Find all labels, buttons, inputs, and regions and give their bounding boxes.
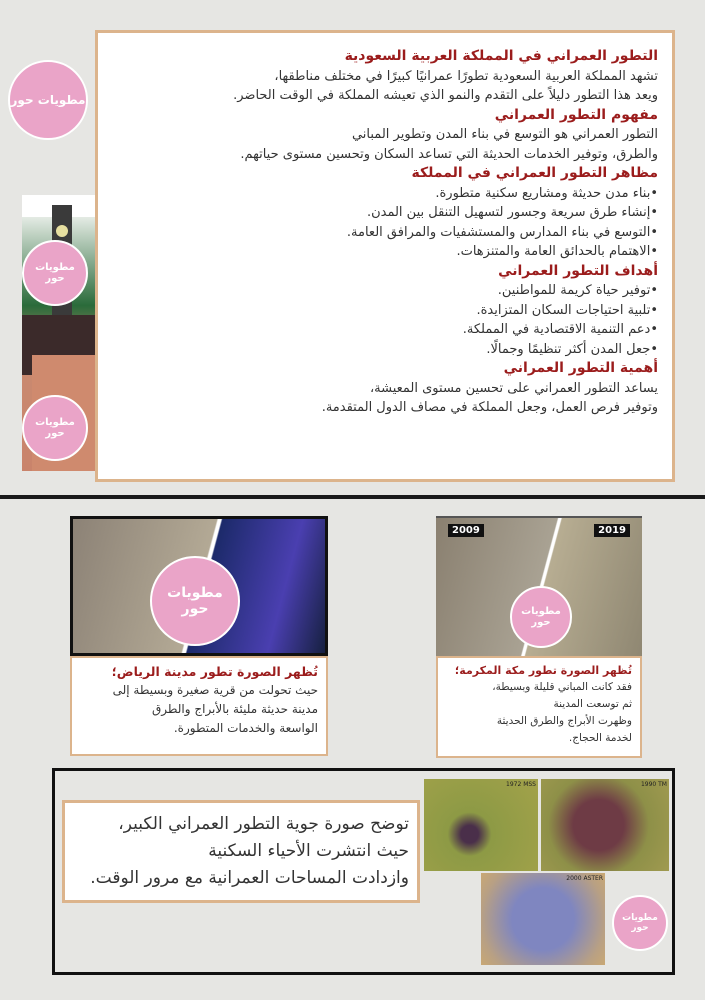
makkah-card-line: لخدمة الحجاج. xyxy=(568,732,632,744)
aerial-text-box xyxy=(62,800,420,903)
riyadh-card xyxy=(70,656,328,756)
intro-line: ويعد هذا التطور دليلاً على التقدم والنمو الذي تعيشه المملكة في الوقت الحاضر. xyxy=(233,88,658,103)
aspect-item: •الاهتمام بالحدائق العامة والمتنزهات. xyxy=(456,244,658,259)
concept-heading: مفهوم التطور العمراني xyxy=(494,106,658,123)
watermark-logo: مطويات حور xyxy=(612,895,668,951)
makkah-card-line: فقد كانت المباني قليلة وبسيطة، xyxy=(492,681,632,693)
concept-line: التطور العمراني هو التوسع في بناء المدن وتطوير المباني xyxy=(351,127,658,142)
watermark-logo: مطويات حور xyxy=(8,60,88,140)
satellite-image-1972: 1972 MSS xyxy=(424,779,538,871)
goal-item: •دعم التنمية الاقتصادية في المملكة. xyxy=(462,322,658,337)
watermark-logo: مطويات حور xyxy=(22,240,88,306)
importance-line: يساعد التطور العمراني على تحسين مستوى المعيشة، xyxy=(369,380,658,396)
clock-icon xyxy=(56,225,68,237)
goal-item: •جعل المدن أكثر تنظيمًا وجمالًا. xyxy=(486,341,658,357)
importance-line: وتوفير فرص العمل، وجعل المملكة في مصاف الدول المتقدمة. xyxy=(321,400,658,415)
aspect-item: •إنشاء طرق سريعة وجسور لتسهيل التنقل بين المدن. xyxy=(366,205,658,220)
riyadh-card-line: حيث تحولت من قرية صغيرة وبسيطة إلى xyxy=(112,683,318,697)
aerial-line: وازدادت المساحات العمرانية مع مرور الوقت. xyxy=(90,868,409,888)
year-badge-2019: 2019 xyxy=(594,524,630,537)
urban-development-box xyxy=(95,30,675,482)
section-divider xyxy=(0,495,705,499)
satellite-image-2000: 2000 ASTER xyxy=(481,873,605,965)
riyadh-card-line: الواسعة والخدمات المتطورة. xyxy=(173,721,318,735)
aspect-item: •التوسع في بناء المدارس والمستشفيات والمرافق العامة. xyxy=(346,224,658,240)
importance-heading: أهمية التطور العمراني xyxy=(503,360,658,376)
goals-heading: أهداف التطور العمراني xyxy=(498,262,658,279)
concept-line: والطرق، وتوفير الخدمات الحديثة التي تساعد السكان وتحسين مستوى حياتهم. xyxy=(240,146,658,162)
watermark-logo: مطويات حور xyxy=(150,556,240,646)
goal-item: •تلبية احتياجات السكان المتزايدة. xyxy=(476,302,658,318)
makkah-card-line: وظهرت الأبراج والطرق الحديثة xyxy=(496,715,632,727)
watermark-logo: مطويات حور xyxy=(510,586,572,648)
aerial-line: حيث انتشرت الأحياء السكنية xyxy=(208,841,409,861)
aspect-item: •بناء مدن حديثة ومشاريع سكنية متطورة. xyxy=(435,185,658,201)
satellite-image-1990: 1990 TM xyxy=(541,779,669,871)
intro-line: تشهد المملكة العربية السعودية تطورًا عمرانيًا كبيرًا في مختلف مناطقها، xyxy=(274,68,658,84)
aspects-heading: مظاهر التطور العمراني في المملكة xyxy=(411,165,658,181)
goal-item: •توفير حياة كريمة للمواطنين. xyxy=(497,283,658,298)
makkah-card-title: تُظهر الصورة تطور مكة المكرمة؛ xyxy=(454,664,632,677)
riyadh-card-line: مدينة حديثة مليئة بالأبراج والطرق xyxy=(151,702,318,716)
makkah-card-line: ثم توسعت المدينة xyxy=(553,698,632,710)
riyadh-card-title: تُظهر الصورة تطور مدينة الرياض؛ xyxy=(111,664,318,679)
main-title: التطور العمراني في المملكة العربية السعودية xyxy=(344,48,658,64)
aerial-line: توضح صورة جوية التطور العمراني الكبير، xyxy=(118,814,409,834)
watermark-logo: مطويات حور xyxy=(22,395,88,461)
makkah-card xyxy=(436,656,642,758)
year-badge-2009: 2009 xyxy=(448,524,484,537)
